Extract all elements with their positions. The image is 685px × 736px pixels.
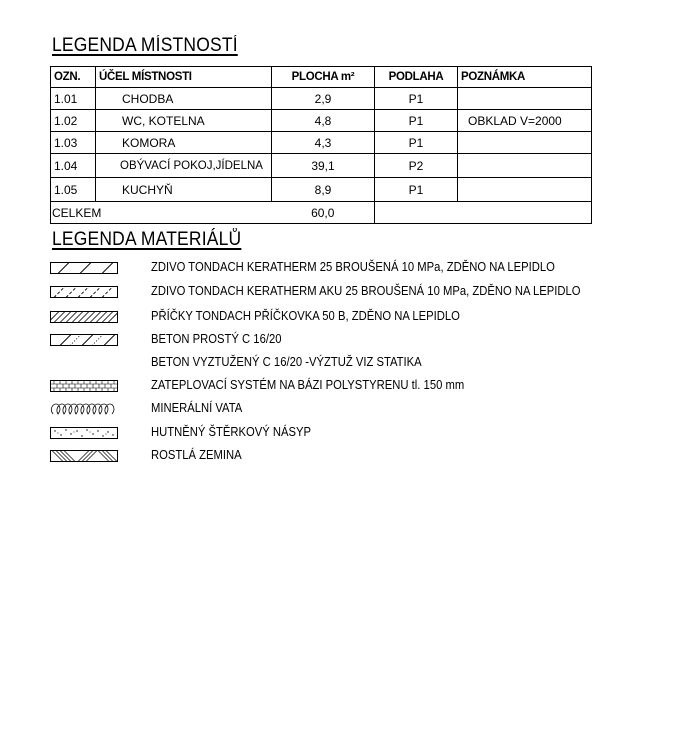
table-row <box>51 154 592 178</box>
rooms-table <box>50 66 592 224</box>
material-item <box>50 401 685 417</box>
insulation-grid-swatch-icon <box>50 380 118 392</box>
room-area: 4,8 <box>272 110 375 132</box>
rooms-legend-title: LEGENDA MÍSTNOSTÍ <box>52 35 238 56</box>
room-purpose: KOMORA <box>96 132 272 154</box>
room-code: 1.01 <box>51 88 96 110</box>
mineral-wool-swatch-icon <box>50 403 118 415</box>
material-item <box>50 332 685 348</box>
room-floor: P2 <box>375 154 458 178</box>
material-item <box>50 284 685 300</box>
earth-hatch-swatch-icon <box>50 450 118 462</box>
material-item <box>50 378 685 394</box>
total-row <box>51 202 592 224</box>
room-purpose: KUCHYŇ <box>96 178 272 202</box>
room-area: 8,9 <box>272 178 375 202</box>
dense-diagonal-hatch-swatch-icon <box>50 311 118 323</box>
materials-legend-title: LEGENDA MATERIÁLŮ <box>52 229 242 250</box>
room-floor: P1 <box>375 88 458 110</box>
room-code: 1.04 <box>51 154 96 178</box>
room-note: OBKLAD V=2000 <box>458 110 592 132</box>
room-note <box>458 132 592 154</box>
header-code: OZN. <box>51 67 96 88</box>
total-area: 60,0 <box>272 202 375 224</box>
table-row <box>51 132 592 154</box>
material-label: ROSTLÁ ZEMINA <box>151 448 242 462</box>
material-label: ZATEPLOVACÍ SYSTÉM NA BÁZI POLYSTYRENU tl. 150 mm <box>151 378 465 392</box>
table-row <box>51 178 592 202</box>
room-note <box>458 178 592 202</box>
room-note <box>458 88 592 110</box>
room-floor: P1 <box>375 132 458 154</box>
room-note <box>458 154 592 178</box>
concrete-hatch-swatch-icon <box>50 334 118 346</box>
material-label: BETON VYZTUŽENÝ C 16/20 -VÝZTUŽ VIZ STATIKA <box>151 355 422 369</box>
room-code: 1.03 <box>51 132 96 154</box>
room-area: 39,1 <box>272 154 375 178</box>
table-row <box>51 110 592 132</box>
material-label: ZDIVO TONDACH KERATHERM 25 BROUŠENÁ 10 MPa, ZDĚNO NA LEPIDLO <box>151 260 555 274</box>
room-code: 1.02 <box>51 110 96 132</box>
total-label: CELKEM <box>51 202 272 224</box>
material-item <box>50 309 685 325</box>
room-code: 1.05 <box>51 178 96 202</box>
room-area: 2,9 <box>272 88 375 110</box>
material-label: PŘÍČKY TONDACH PŘÍČKOVKA 50 B, ZDĚNO NA LEPIDLO <box>151 309 460 323</box>
table-header-row <box>51 67 592 88</box>
room-purpose: WC, KOTELNA <box>96 110 272 132</box>
room-purpose: CHODBA <box>96 88 272 110</box>
header-floor: PODLAHA <box>375 67 458 88</box>
material-label: BETON PROSTÝ C 16/20 <box>151 332 282 346</box>
diagonal-hatch-swatch-icon <box>50 262 118 274</box>
material-item <box>50 260 685 276</box>
gravel-fill-swatch-icon <box>50 427 118 439</box>
header-area: PLOCHA m² <box>272 67 375 88</box>
room-floor: P1 <box>375 110 458 132</box>
room-area: 4,3 <box>272 132 375 154</box>
material-item <box>50 448 685 464</box>
table-row <box>51 88 592 110</box>
room-floor: P1 <box>375 178 458 202</box>
material-item <box>50 355 685 371</box>
material-label: ZDIVO TONDACH KERATHERM AKU 25 BROUŠENÁ 10 MPa, ZDĚNO NA LEPIDLO <box>151 284 581 298</box>
header-note: POZNÁMKA <box>458 67 592 88</box>
header-purpose: ÚČEL MÍSTNOSTI <box>96 67 272 88</box>
material-item <box>50 425 685 441</box>
material-label: HUTNĚNÝ ŠTĚRKOVÝ NÁSYP <box>151 425 312 439</box>
room-purpose: OBÝVACÍ POKOJ,JÍDELNA <box>96 154 272 178</box>
material-label: MINERÁLNÍ VATA <box>151 401 243 415</box>
dashed-diagonal-hatch-swatch-icon <box>50 286 118 298</box>
total-empty-cell <box>375 202 592 224</box>
